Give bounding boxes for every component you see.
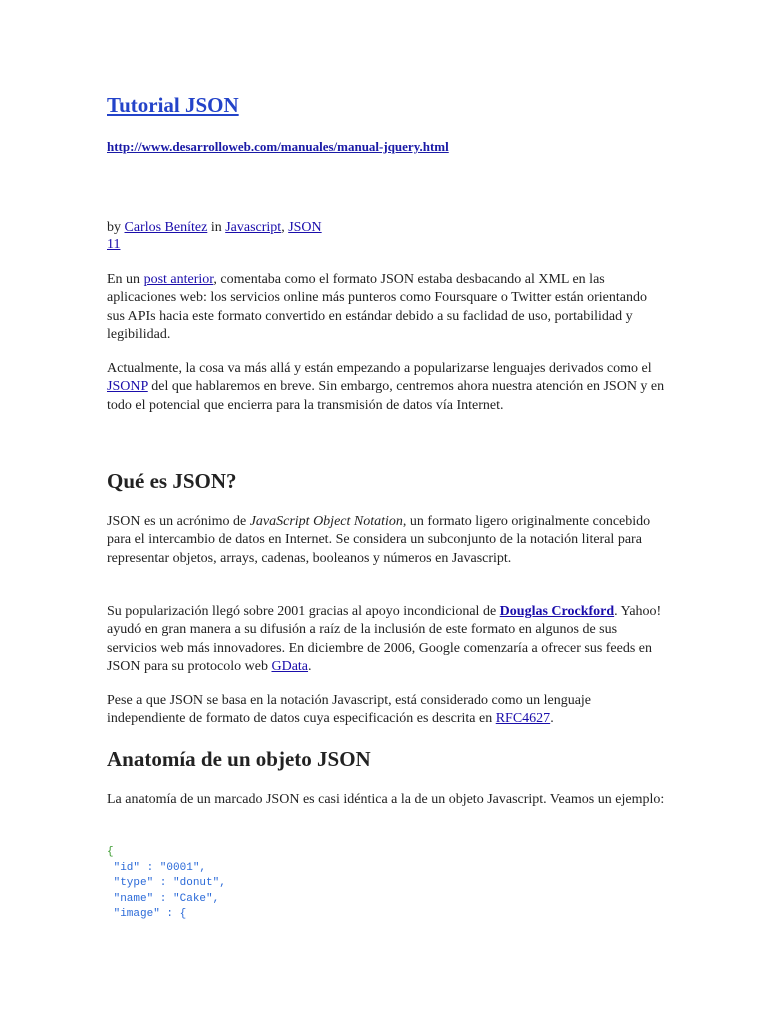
byline-in: in xyxy=(207,220,226,235)
code-line-id: "id" : "0001", xyxy=(107,861,207,874)
jsonp-link[interactable]: JSONP xyxy=(107,379,148,395)
section1-paragraph-1 xyxy=(107,513,667,568)
s1-p2-text-c: . xyxy=(308,658,312,674)
intro-p1-text-b: , comentaba como el formato JSON estaba desbacando al XML en las aplicaciones web: los servicios online más punteros como Foursquare o Twitter están orientando sus APIs hacia este formato convertido en estándar debido a su faclidad de uso, portabilidad y legibilidad. xyxy=(107,272,647,342)
s1-p2-text-b: . Yahoo! ayudó en gran manera a su difusión a raíz de la inclusión de este formato en algunos de sus servicios web más innovadores. En diciembre de 2006, Google comenzaría a ofrecer sus feeds en JSON para su protocolo web xyxy=(107,604,662,674)
category-javascript-link[interactable]: Javascript xyxy=(225,220,282,235)
comment-count xyxy=(107,236,120,253)
rfc4627-link[interactable]: RFC4627 xyxy=(495,711,551,727)
category-json-link[interactable]: JSON xyxy=(288,220,322,235)
byline xyxy=(107,219,322,236)
intro-paragraph-1 xyxy=(107,271,667,344)
source-url-link[interactable]: http://www.desarrolloweb.com/manuales/manual-jquery.html xyxy=(107,139,449,154)
s1-p1-text-a: JSON es un acrónimo de xyxy=(107,514,250,529)
s1-p1-text-b: , un formato ligero originalmente concebido para el intercambio de datos en Internet. Se considera un subconjunto de la notación literal para representar objetos, arrays, cadenas, booleanos y números en Javascript. xyxy=(107,514,651,566)
intro-p2-text-b: del que hablaremos en breve. Sin embargo, centremos ahora nuestra atención en JSON y en todo el potencial que encierra para la transmisión de datos vía Internet. xyxy=(107,379,665,413)
comment-count-link[interactable]: 11 xyxy=(107,237,121,252)
post-anterior-link[interactable]: post anterior xyxy=(143,272,214,287)
intro-paragraph-2 xyxy=(107,360,667,415)
section1-paragraph-2 xyxy=(107,603,667,676)
byline-prefix: by xyxy=(107,220,125,235)
section2-paragraph-1: La anatomía de un marcado JSON es casi idéntica a la de un objeto Javascript. Veamos un ejemplo: xyxy=(107,792,665,807)
title-link[interactable]: Tutorial JSON xyxy=(107,93,239,117)
author-link[interactable]: Carlos Benítez xyxy=(124,220,208,235)
s1-p1-emphasis: JavaScript Object Notation xyxy=(249,514,403,529)
gdata-link[interactable]: GData xyxy=(271,658,309,674)
byline-separator: , xyxy=(281,220,289,235)
heading-que-es-json: Qué es JSON? xyxy=(107,469,237,493)
douglas-crockford-link[interactable]: Douglas Crockford xyxy=(499,604,615,619)
s1-p2-text-a: Su popularización llegó sobre 2001 gracias al apoyo incondicional de xyxy=(107,604,500,619)
heading-anatomia: Anatomía de un objeto JSON xyxy=(107,747,371,771)
intro-p2-text-a: Actualmente, la cosa va más allá y están empezando a popularizarse lenguajes derivados como el xyxy=(107,361,652,376)
s1-p3-text-a: Pese a que JSON se basa en la notación Javascript, está considerado como un lenguaje independiente de formato de datos cuya especificación es descrita en xyxy=(107,693,592,727)
code-line-image: "image" : { xyxy=(107,908,187,920)
s1-p3-text-b: . xyxy=(550,711,554,727)
code-open-brace: { xyxy=(107,846,114,858)
section1-paragraph-3 xyxy=(107,692,667,729)
code-example xyxy=(107,845,226,923)
intro-p1-text-a: En un xyxy=(107,272,144,287)
code-line-type: "type" : "donut", xyxy=(107,877,226,889)
code-line-name: "name" : "Cake", xyxy=(107,892,220,905)
page-title xyxy=(107,92,239,118)
source-url xyxy=(107,139,449,155)
